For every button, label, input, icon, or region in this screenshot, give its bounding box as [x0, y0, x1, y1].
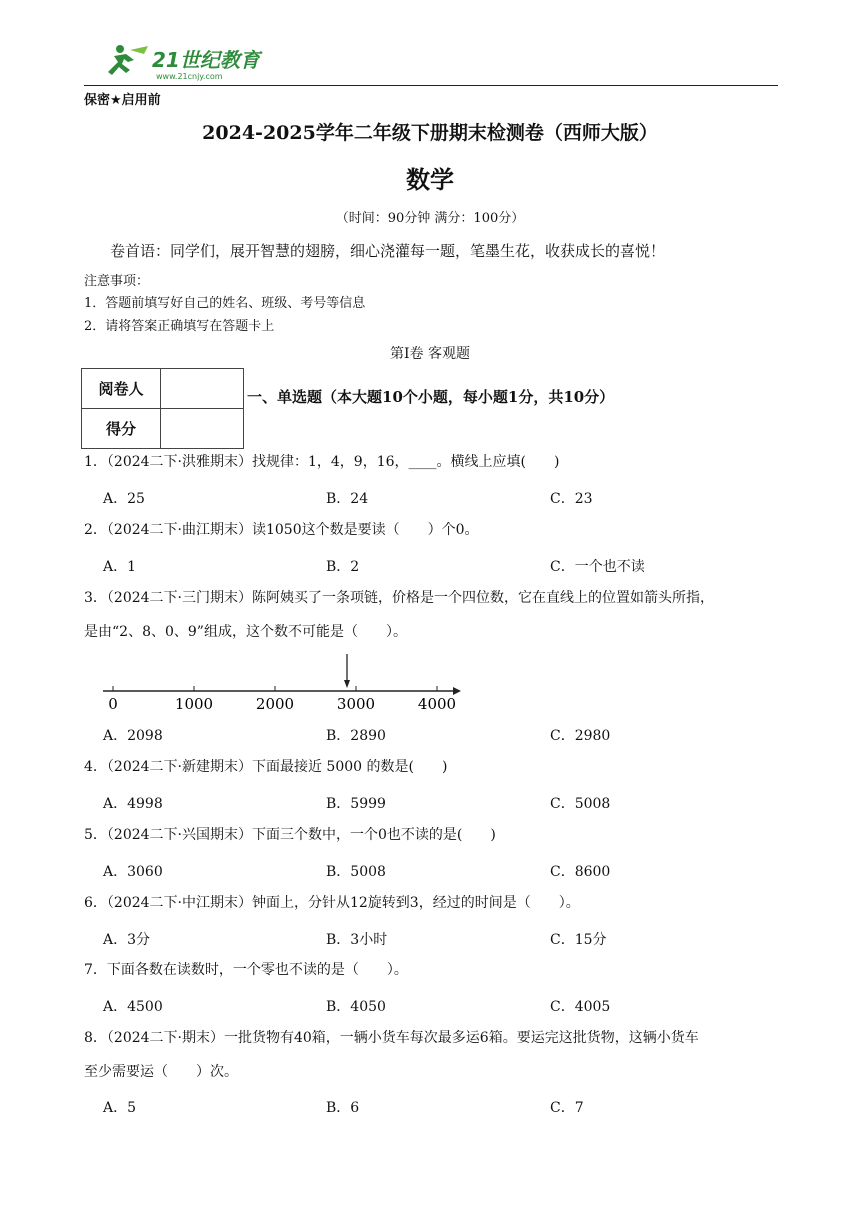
q6-option-b[interactable]: B．3小时 — [326, 932, 388, 948]
q1-option-c[interactable]: C．23 — [550, 491, 593, 507]
tick-label: 0 — [108, 695, 118, 713]
q3-option-c[interactable]: C．2980 — [550, 728, 611, 744]
q8-option-c[interactable]: C．7 — [550, 1100, 584, 1116]
question-5: 5．（2024二下·兴国期末）下面三个数中，一个0也不读的是( ) — [84, 827, 496, 843]
question-3-line2: 是由“2、8、0、9”组成，这个数不可能是（ ）。 — [84, 624, 407, 640]
tick-label: 2000 — [255, 695, 295, 713]
score-label: 得分 — [82, 409, 161, 449]
part1-title: 一、单选题（本大题10个小题，每小题1分，共10分） — [247, 388, 615, 406]
logo-url: www.21cnjy.com — [156, 72, 223, 81]
question-7: 7．下面各数在读数时，一个零也不读的是（ ）。 — [84, 962, 408, 978]
q7-option-a[interactable]: A．4500 — [103, 999, 163, 1015]
number-line — [95, 650, 475, 716]
question-6: 6．（2024二下·中江期末）钟面上，分针从12旋转到3，经过的时间是（ ）。 — [84, 895, 580, 911]
grader-table — [81, 368, 244, 449]
question-1: 1．（2024二下·洪雅期末）找规律：1，4，9，16，____。横线上应填( ) — [84, 454, 560, 470]
header-rule — [84, 85, 778, 86]
down-arrow-icon — [344, 654, 350, 688]
notes-title: 注意事项： — [84, 274, 150, 289]
tick-label: 1000 — [174, 695, 214, 713]
q5-option-c[interactable]: C．8600 — [550, 864, 611, 880]
question-2: 2．（2024二下·曲江期末）读1050这个数是要读（ ）个0。 — [84, 522, 479, 538]
question-4: 4．（2024二下·新建期末）下面最接近 5000 的数是( ) — [84, 759, 448, 775]
grader-cell[interactable] — [161, 369, 244, 409]
logo — [100, 42, 270, 82]
q4-option-a[interactable]: A．4998 — [103, 796, 163, 812]
runner-logo-icon — [108, 45, 148, 75]
time-info: （时间：90分钟 满分：100分） — [335, 211, 525, 226]
q3-option-a[interactable]: A．2098 — [103, 728, 163, 744]
q2-option-a[interactable]: A．1 — [103, 559, 137, 575]
exam-title: 2024-2025学年二年级下册期末检测卷（西师大版） — [202, 122, 658, 144]
q8-option-a[interactable]: A．5 — [103, 1100, 137, 1116]
q5-option-a[interactable]: A．3060 — [103, 864, 163, 880]
q6-option-a[interactable]: A．3分 — [103, 932, 151, 948]
tick-label: 3000 — [336, 695, 376, 713]
q1-option-a[interactable]: A．25 — [103, 491, 145, 507]
note-item: 1．答题前填写好自己的姓名、班级、考号等信息 — [84, 296, 366, 311]
q8-option-b[interactable]: B．6 — [326, 1100, 360, 1116]
number-line-arrowhead — [453, 687, 461, 695]
logo-text: 21世纪教育 — [152, 48, 260, 72]
q7-option-b[interactable]: B．4050 — [326, 999, 386, 1015]
q3-option-b[interactable]: B．2890 — [326, 728, 386, 744]
question-8-line1: 8．（2024二下·期末）一批货物有40箱，一辆小货车每次最多运6箱。要运完这批货物，这辆小货车 — [84, 1030, 699, 1046]
question-3-line1: 3．（2024二下·三门期末）陈阿姨买了一条项链，价格是一个四位数，它在直线上的位置如箭头所指， — [84, 590, 714, 606]
subject-title: 数学 — [406, 166, 454, 194]
q4-option-b[interactable]: B．5999 — [326, 796, 386, 812]
question-8-line2: 至少需要运（ ）次。 — [84, 1064, 238, 1080]
q1-option-b[interactable]: B．24 — [326, 491, 369, 507]
motto: 卷首语：同学们，展开智慧的翅膀，细心浇灌每一题，笔墨生花，收获成长的喜悦！ — [110, 242, 666, 260]
note-item: 2．请将答案正确填写在答题卡上 — [84, 319, 275, 334]
score-cell[interactable] — [161, 409, 244, 449]
q4-option-c[interactable]: C．5008 — [550, 796, 611, 812]
q7-option-c[interactable]: C．4005 — [550, 999, 611, 1015]
q6-option-c[interactable]: C．15分 — [550, 932, 607, 948]
q5-option-b[interactable]: B．5008 — [326, 864, 386, 880]
q2-option-c[interactable]: C．一个也不读 — [550, 559, 645, 575]
grader-label: 阅卷人 — [82, 369, 161, 409]
section-title: 第Ⅰ卷 客观题 — [390, 346, 470, 362]
q2-option-b[interactable]: B．2 — [326, 559, 360, 575]
secret-label: 保密★启用前 — [84, 93, 161, 108]
tick-label: 4000 — [417, 695, 457, 713]
